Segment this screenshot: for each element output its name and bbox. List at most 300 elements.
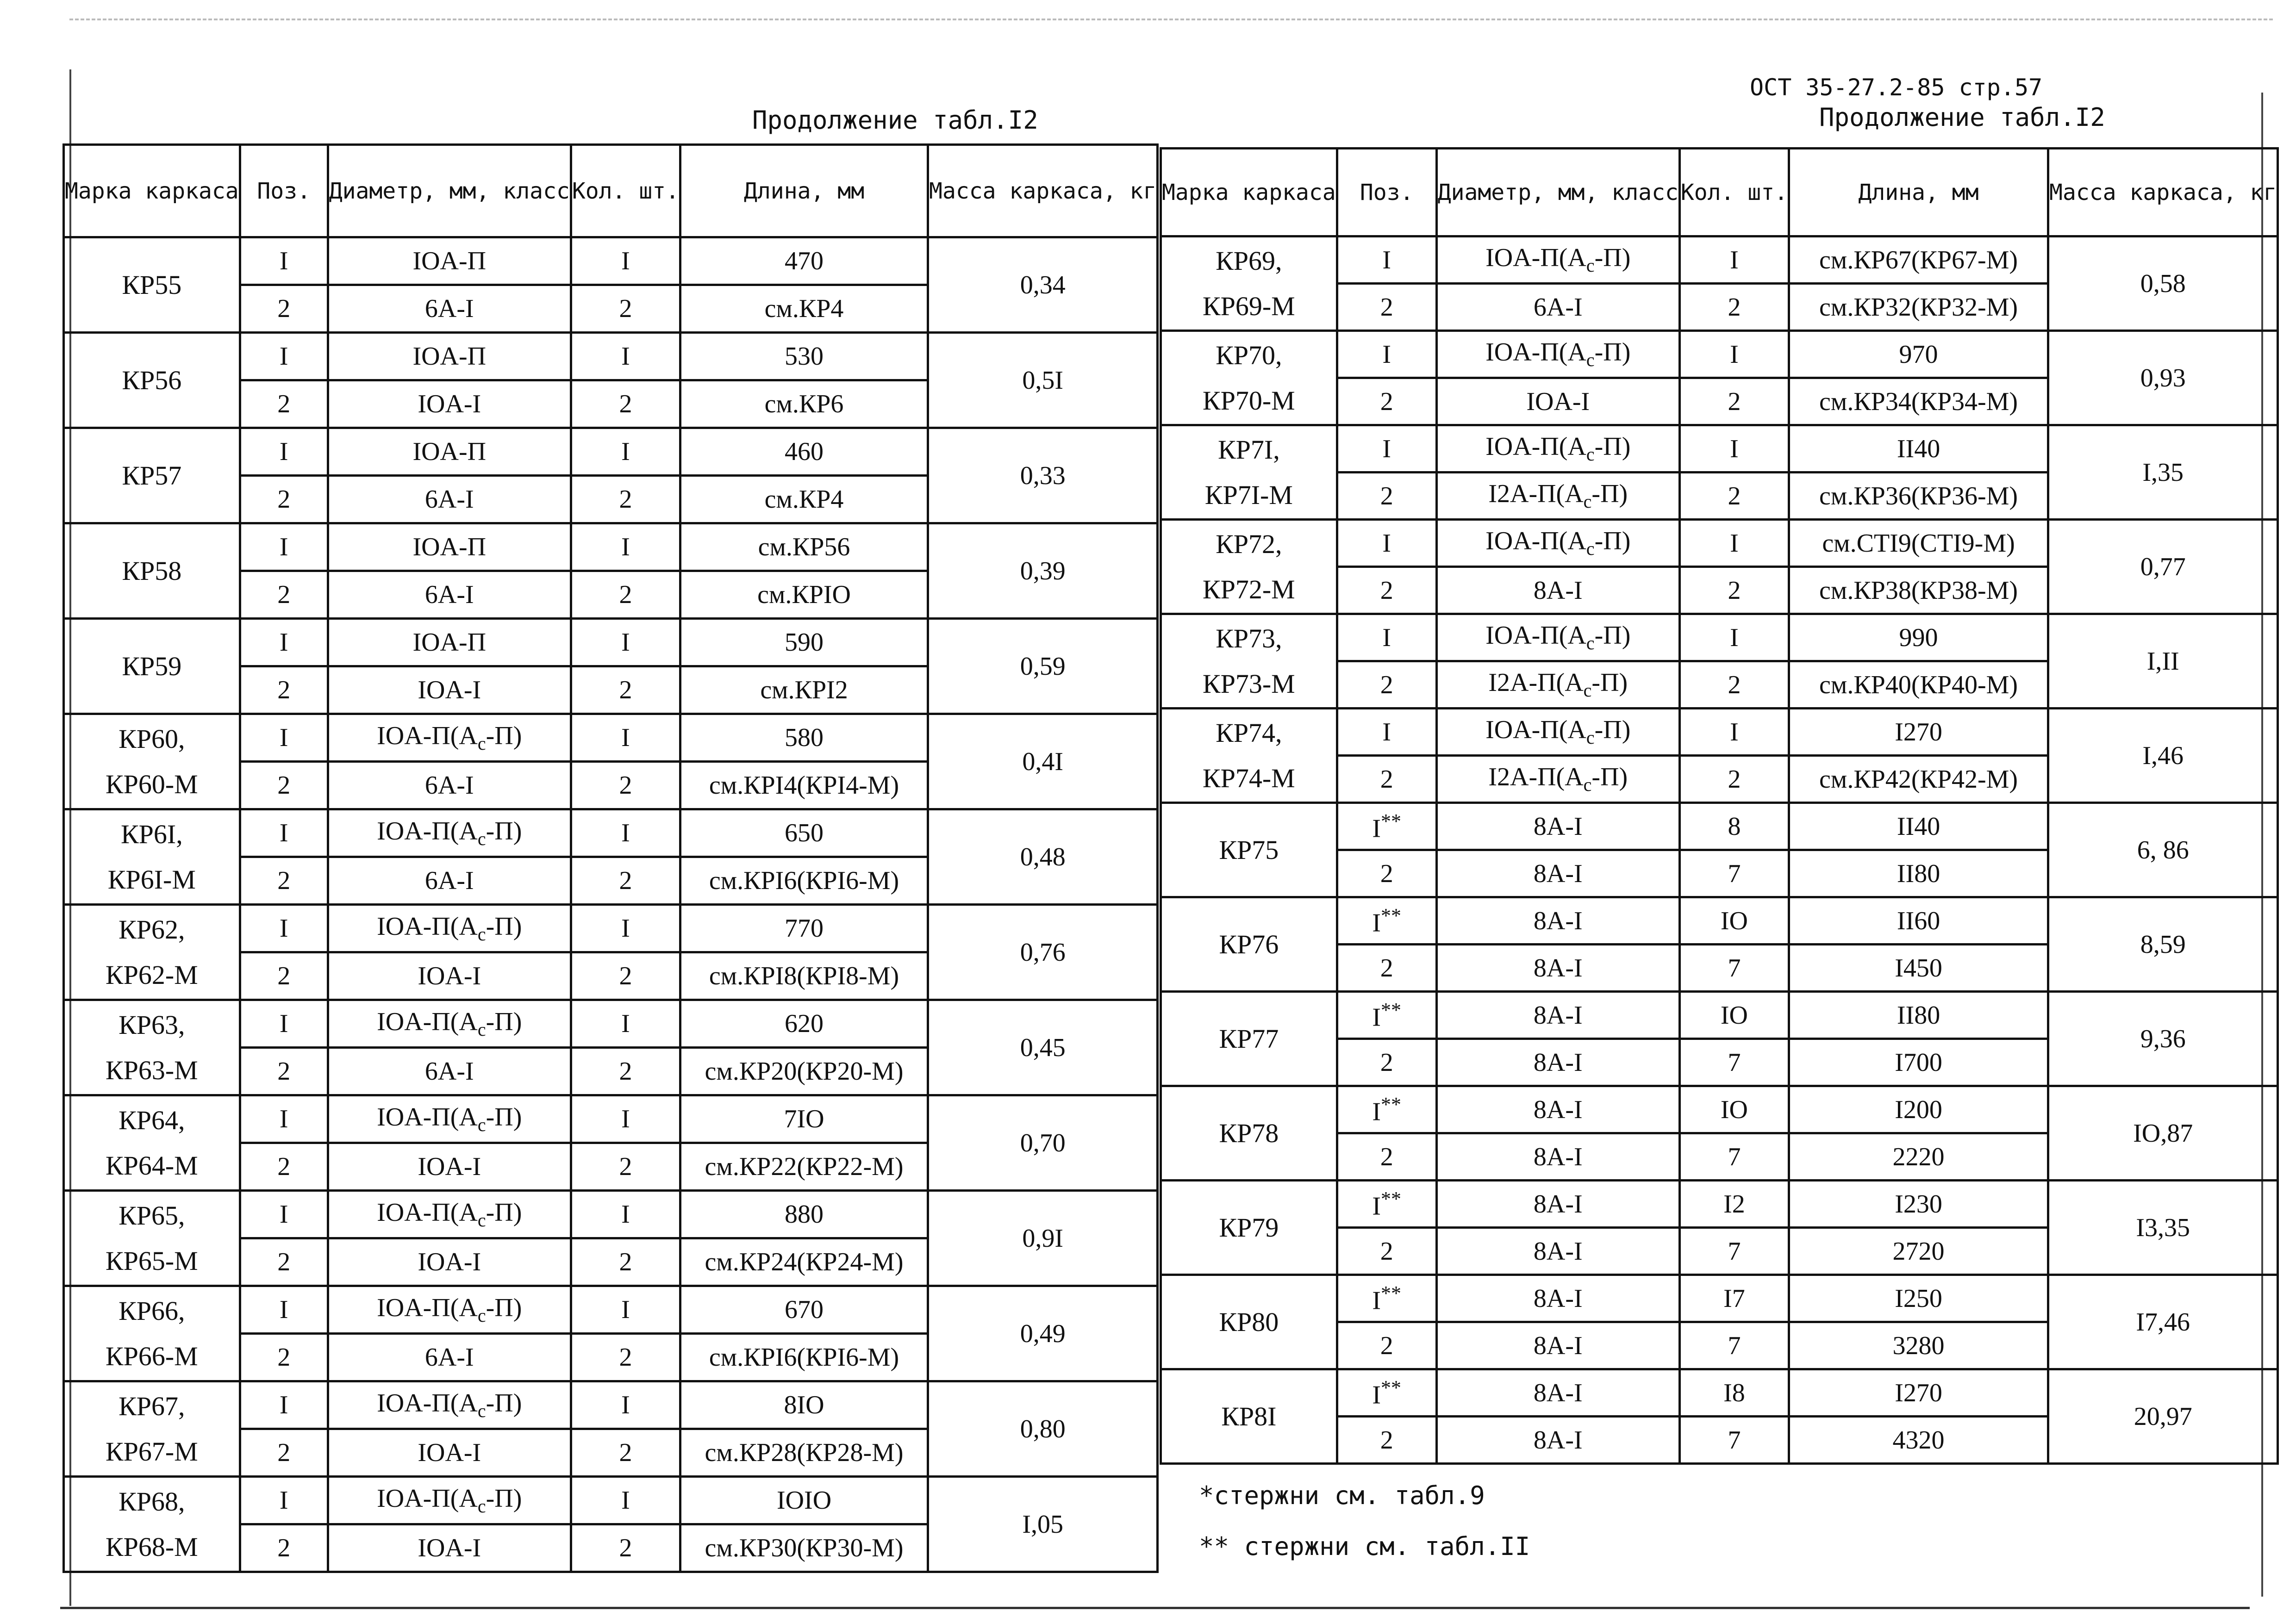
pos-cell: I <box>240 428 328 476</box>
qty-cell: I <box>571 1095 680 1143</box>
mark-cell: КР68, КР68-М <box>64 1477 240 1572</box>
len-cell: 670 <box>680 1286 928 1334</box>
dia-cell: 8A-I <box>1436 992 1679 1039</box>
qty-cell: I <box>571 333 680 380</box>
dia-cell: 8A-I <box>1436 803 1679 850</box>
pos-cell: I <box>240 1381 328 1429</box>
mass-cell: 0,77 <box>2048 520 2278 614</box>
pos-cell: 2 <box>240 1524 328 1572</box>
len-cell: II40 <box>1789 425 2048 473</box>
pos-cell: I <box>240 1095 328 1143</box>
pos-cell: 2 <box>1337 850 1436 897</box>
dia-cell: IOA-$П(A_с-П)$ <box>1436 614 1679 661</box>
table-row <box>64 428 1158 476</box>
dia-cell: 8A-I <box>1436 1133 1679 1181</box>
qty-cell: 2 <box>571 1334 680 1381</box>
mark-cell: КР78 <box>1161 1086 1337 1181</box>
table-row <box>64 1191 1158 1238</box>
qty-cell: 2 <box>571 1048 680 1095</box>
qty-cell: 2 <box>571 476 680 523</box>
dia-cell: 8A-I <box>1436 1181 1679 1228</box>
dia-cell: IOA-I <box>328 952 571 1000</box>
footnote-1: *стержни см. табл.9 <box>1199 1481 1485 1510</box>
dia-cell: 8A-I <box>1436 1086 1679 1133</box>
qty-cell: 2 <box>571 952 680 1000</box>
table-row <box>64 809 1158 857</box>
pos-cell: I <box>240 523 328 571</box>
pos-cell: I <box>240 1191 328 1238</box>
len-cell: 3280 <box>1789 1322 2048 1369</box>
pos-cell: 2 <box>1337 284 1436 331</box>
len-cell: см.КР4 <box>680 476 928 523</box>
qty-cell: 7 <box>1679 1417 1789 1464</box>
mark-cell: КР69, КР69-М <box>1161 236 1337 331</box>
table-row <box>64 523 1158 571</box>
table-row <box>1161 1369 2278 1417</box>
qty-cell: 7 <box>1679 1322 1789 1369</box>
dia-cell: IOA-$П(A_с-П)$ <box>1436 425 1679 473</box>
qty-cell: 2 <box>571 666 680 714</box>
mark-cell: КР70, КР70-М <box>1161 331 1337 425</box>
pos-cell: 2 <box>240 1048 328 1095</box>
qty-cell: I <box>1679 331 1789 378</box>
dia-cell: IOA-П <box>328 428 571 476</box>
pos-cell: 2 <box>240 1143 328 1191</box>
pos-cell: I <box>240 714 328 762</box>
qty-cell: 7 <box>1679 1039 1789 1086</box>
pos-cell: I** <box>1337 992 1436 1039</box>
dia-cell: IOA-I <box>1436 378 1679 425</box>
len-cell: I700 <box>1789 1039 2048 1086</box>
dia-cell: 8A-I <box>1436 567 1679 614</box>
mark-cell: КР76 <box>1161 897 1337 992</box>
table-row <box>1161 992 2278 1039</box>
mass-cell: 0,33 <box>928 428 1158 523</box>
mass-cell: 0,45 <box>928 1000 1158 1095</box>
len-cell: 880 <box>680 1191 928 1238</box>
len-cell: I250 <box>1789 1275 2048 1322</box>
mass-cell: 0,39 <box>928 523 1158 619</box>
table-row <box>1161 425 2278 473</box>
col-mark-header: Марка каркаса <box>1161 149 1337 236</box>
len-cell: см.КР32(КР32-М) <box>1789 284 2048 331</box>
len-cell: см.КРI6(КРI6-М) <box>680 857 928 905</box>
dia-cell: 6A-I <box>328 1048 571 1095</box>
len-cell: 530 <box>680 333 928 380</box>
left-table-caption: Продолжение табл.I2 <box>752 106 1038 135</box>
len-cell: см.КРI4(КРI4-М) <box>680 762 928 809</box>
len-cell: 2720 <box>1789 1228 2048 1275</box>
table-row <box>1161 1275 2278 1322</box>
pos-cell: I <box>1337 520 1436 567</box>
pos-cell: I** <box>1337 803 1436 850</box>
pos-cell: I <box>240 809 328 857</box>
table-row <box>64 1381 1158 1429</box>
qty-cell: IO <box>1679 897 1789 945</box>
len-cell: 970 <box>1789 331 2048 378</box>
col-pos-header: Поз. <box>1337 149 1436 236</box>
pos-cell: I** <box>1337 1369 1436 1417</box>
dia-cell: IOA-П <box>328 523 571 571</box>
len-cell: см.КРI2 <box>680 666 928 714</box>
pos-cell: 2 <box>1337 756 1436 803</box>
dia-cell: IOA-I <box>328 1429 571 1477</box>
len-cell: I200 <box>1789 1086 2048 1133</box>
mass-cell: I,II <box>2048 614 2278 709</box>
pos-cell: I <box>240 1286 328 1334</box>
pos-cell: I <box>240 905 328 952</box>
qty-cell: I <box>1679 709 1789 756</box>
dia-cell: IOA-$П(A_с-П)$ <box>1436 236 1679 284</box>
col-length-header: Длина, мм <box>680 145 928 237</box>
pos-cell: 2 <box>1337 567 1436 614</box>
len-cell: см.КР56 <box>680 523 928 571</box>
len-cell: см.КРI8(КРI8-М) <box>680 952 928 1000</box>
pos-cell: I <box>240 619 328 666</box>
mass-cell: I7,46 <box>2048 1275 2278 1369</box>
dia-cell: $I2A-П(A_с-П)$ <box>1436 661 1679 709</box>
col-qty-header: Кол. шт. <box>571 145 680 237</box>
pos-cell: 2 <box>1337 1322 1436 1369</box>
mark-cell: КР66, КР66-М <box>64 1286 240 1381</box>
page-border-bottom <box>60 1607 2250 1609</box>
dia-cell: 8A-I <box>1436 945 1679 992</box>
dia-cell: IOA-$П(A_с-П)$ <box>328 1477 571 1524</box>
dia-cell: 6A-I <box>328 857 571 905</box>
len-cell: см.КР28(КР28-М) <box>680 1429 928 1477</box>
dia-cell: 6A-I <box>328 285 571 333</box>
col-diameter-header: Диаметр, мм, класс <box>1436 149 1679 236</box>
col-mark-header: Марка каркаса <box>64 145 240 237</box>
len-cell: 580 <box>680 714 928 762</box>
dia-cell: 6A-I <box>328 1334 571 1381</box>
dia-cell: 8A-I <box>1436 1039 1679 1086</box>
dia-cell: IOA-$П(A_с-П)$ <box>328 809 571 857</box>
pos-cell: I** <box>1337 1086 1436 1133</box>
qty-cell: 2 <box>1679 284 1789 331</box>
qty-cell: 7 <box>1679 945 1789 992</box>
qty-cell: I <box>1679 425 1789 473</box>
pos-cell: I <box>1337 331 1436 378</box>
qty-cell: I <box>1679 236 1789 284</box>
dia-cell: 8A-I <box>1436 897 1679 945</box>
col-pos-header: Поз. <box>240 145 328 237</box>
len-cell: 770 <box>680 905 928 952</box>
len-cell: IOIO <box>680 1477 928 1524</box>
table-row <box>1161 1086 2278 1133</box>
mass-cell: 0,5I <box>928 333 1158 428</box>
mark-cell: КР75 <box>1161 803 1337 897</box>
qty-cell: 2 <box>571 1238 680 1286</box>
len-cell: см.КР42(КР42-М) <box>1789 756 2048 803</box>
len-cell: 470 <box>680 237 928 285</box>
table-header-row <box>1161 149 2278 236</box>
mark-cell: КР7I, КР7I-М <box>1161 425 1337 520</box>
mass-cell: 6, 86 <box>2048 803 2278 897</box>
qty-cell: 7 <box>1679 850 1789 897</box>
pos-cell: I** <box>1337 897 1436 945</box>
dia-cell: IOA-$П(A_с-П)$ <box>328 905 571 952</box>
qty-cell: I <box>571 1286 680 1334</box>
pos-cell: 2 <box>240 952 328 1000</box>
qty-cell: 2 <box>571 1143 680 1191</box>
dia-cell: $I2A-П(A_с-П)$ <box>1436 473 1679 520</box>
table-row <box>1161 614 2278 661</box>
dia-cell: 6A-I <box>328 571 571 619</box>
qty-cell: I <box>571 714 680 762</box>
len-cell: I270 <box>1789 1369 2048 1417</box>
mass-cell: 0,49 <box>928 1286 1158 1381</box>
qty-cell: 7 <box>1679 1133 1789 1181</box>
len-cell: II60 <box>1789 897 2048 945</box>
table-row <box>1161 236 2278 284</box>
len-cell: см.КР6 <box>680 380 928 428</box>
pos-cell: 2 <box>240 476 328 523</box>
pos-cell: 2 <box>240 285 328 333</box>
qty-cell: I <box>1679 614 1789 661</box>
pos-cell: 2 <box>1337 661 1436 709</box>
table-row <box>1161 803 2278 850</box>
len-cell: см.КР4 <box>680 285 928 333</box>
pos-cell: I** <box>1337 1275 1436 1322</box>
table-row <box>1161 709 2278 756</box>
qty-cell: 2 <box>1679 378 1789 425</box>
qty-cell: I2 <box>1679 1181 1789 1228</box>
len-cell: см.КР30(КР30-М) <box>680 1524 928 1572</box>
table-row <box>64 714 1158 762</box>
len-cell: 990 <box>1789 614 2048 661</box>
len-cell: см.КР67(КР67-М) <box>1789 236 2048 284</box>
len-cell: см.КР38(КР38-М) <box>1789 567 2048 614</box>
qty-cell: I <box>571 1477 680 1524</box>
dia-cell: IOA-I <box>328 380 571 428</box>
qty-cell: IO <box>1679 992 1789 1039</box>
dia-cell: IOA-I <box>328 666 571 714</box>
len-cell: 590 <box>680 619 928 666</box>
len-cell: 650 <box>680 809 928 857</box>
right-table <box>1160 147 2279 1465</box>
pos-cell: 2 <box>240 857 328 905</box>
len-cell: II80 <box>1789 992 2048 1039</box>
qty-cell: I <box>1679 520 1789 567</box>
dia-cell: IOA-I <box>328 1524 571 1572</box>
dia-cell: 8A-I <box>1436 850 1679 897</box>
mark-cell: КР65, КР65-М <box>64 1191 240 1286</box>
mark-cell: КР79 <box>1161 1181 1337 1275</box>
pos-cell: 2 <box>240 1238 328 1286</box>
len-cell: см.КР24(КР24-М) <box>680 1238 928 1286</box>
pos-cell: 2 <box>240 380 328 428</box>
mark-cell: КР58 <box>64 523 240 619</box>
mark-cell: КР72, КР72-М <box>1161 520 1337 614</box>
len-cell: см.КР20(КР20-М) <box>680 1048 928 1095</box>
qty-cell: 7 <box>1679 1228 1789 1275</box>
len-cell: 4320 <box>1789 1417 2048 1464</box>
mark-cell: КР62, КР62-М <box>64 905 240 1000</box>
table-row <box>64 1095 1158 1143</box>
pos-cell: I <box>1337 236 1436 284</box>
qty-cell: 8 <box>1679 803 1789 850</box>
qty-cell: 2 <box>571 1524 680 1572</box>
col-qty-header: Кол. шт. <box>1679 149 1789 236</box>
footnote-2: ** стержни см. табл.II <box>1199 1532 1530 1561</box>
dia-cell: 8A-I <box>1436 1369 1679 1417</box>
table-row <box>64 1286 1158 1334</box>
dia-cell: $I2A-П(A_с-П)$ <box>1436 756 1679 803</box>
document-code: ОСТ 35-27.2-85 стр.57 <box>1750 74 2043 101</box>
right-table-caption: Продолжение табл.I2 <box>1819 103 2105 132</box>
mass-cell: 0,48 <box>928 809 1158 905</box>
pos-cell: I <box>240 237 328 285</box>
len-cell: см.КР22(КР22-М) <box>680 1143 928 1191</box>
pos-cell: 2 <box>1337 945 1436 992</box>
len-cell: I450 <box>1789 945 2048 992</box>
dia-cell: 8A-I <box>1436 1417 1679 1464</box>
mass-cell: I,05 <box>928 1477 1158 1572</box>
pos-cell: I** <box>1337 1181 1436 1228</box>
mass-cell: 20,97 <box>2048 1369 2278 1464</box>
len-cell: 8IO <box>680 1381 928 1429</box>
table-row <box>64 237 1158 285</box>
mark-cell: КР8I <box>1161 1369 1337 1464</box>
mark-cell: КР63, КР63-М <box>64 1000 240 1095</box>
dia-cell: 8A-I <box>1436 1228 1679 1275</box>
len-cell: II40 <box>1789 803 2048 850</box>
dia-cell: IOA-$П(A_с-П)$ <box>328 1095 571 1143</box>
qty-cell: 2 <box>1679 756 1789 803</box>
dia-cell: IOA-$П(A_с-П)$ <box>328 1000 571 1048</box>
len-cell: см.СТI9(СТI9-М) <box>1789 520 2048 567</box>
mark-cell: КР73, КР73-М <box>1161 614 1337 709</box>
page-border-top <box>69 19 2273 20</box>
mark-cell: КР60, КР60-М <box>64 714 240 809</box>
pos-cell: I <box>240 333 328 380</box>
qty-cell: 2 <box>571 1429 680 1477</box>
table-row <box>1161 331 2278 378</box>
table-row <box>64 905 1158 952</box>
qty-cell: 2 <box>571 571 680 619</box>
dia-cell: IOA-П <box>328 619 571 666</box>
dia-cell: 8A-I <box>1436 1275 1679 1322</box>
len-cell: см.КР36(КР36-М) <box>1789 473 2048 520</box>
mass-cell: I,35 <box>2048 425 2278 520</box>
mass-cell: 0,58 <box>2048 236 2278 331</box>
qty-cell: I <box>571 809 680 857</box>
qty-cell: 2 <box>571 762 680 809</box>
dia-cell: IOA-$П(A_с-П)$ <box>328 714 571 762</box>
pos-cell: I <box>240 1477 328 1524</box>
pos-cell: 2 <box>1337 378 1436 425</box>
qty-cell: I7 <box>1679 1275 1789 1322</box>
qty-cell: 2 <box>571 857 680 905</box>
mark-cell: КР67, КР67-М <box>64 1381 240 1477</box>
len-cell: 620 <box>680 1000 928 1048</box>
pos-cell: I <box>1337 425 1436 473</box>
table-row <box>1161 1181 2278 1228</box>
mass-cell: I3,35 <box>2048 1181 2278 1275</box>
dia-cell: IOA-I <box>328 1238 571 1286</box>
mark-cell: КР59 <box>64 619 240 714</box>
table-row <box>64 1477 1158 1524</box>
dia-cell: IOA-$П(A_с-П)$ <box>328 1191 571 1238</box>
table-row <box>1161 897 2278 945</box>
pos-cell: 2 <box>1337 1417 1436 1464</box>
dia-cell: IOA-$П(A_с-П)$ <box>1436 331 1679 378</box>
mass-cell: 0,4I <box>928 714 1158 809</box>
mass-cell: 0,93 <box>2048 331 2278 425</box>
mass-cell: 0,70 <box>928 1095 1158 1191</box>
len-cell: см.КР34(КР34-М) <box>1789 378 2048 425</box>
len-cell: 2220 <box>1789 1133 2048 1181</box>
pos-cell: 2 <box>1337 1039 1436 1086</box>
qty-cell: I <box>571 905 680 952</box>
table-row <box>64 619 1158 666</box>
qty-cell: I <box>571 523 680 571</box>
col-mass-header: Масса каркаса, кг <box>928 145 1158 237</box>
left-table <box>62 143 1159 1573</box>
mass-cell: 0,59 <box>928 619 1158 714</box>
len-cell: I230 <box>1789 1181 2048 1228</box>
mass-cell: 9,36 <box>2048 992 2278 1086</box>
pos-cell: 2 <box>240 762 328 809</box>
col-mass-header: Масса каркаса, кг <box>2048 149 2278 236</box>
mass-cell: IO,87 <box>2048 1086 2278 1181</box>
mark-cell: КР55 <box>64 237 240 333</box>
len-cell: 460 <box>680 428 928 476</box>
pos-cell: 2 <box>240 571 328 619</box>
qty-cell: I <box>571 619 680 666</box>
mark-cell: КР56 <box>64 333 240 428</box>
qty-cell: 2 <box>571 285 680 333</box>
qty-cell: 2 <box>1679 567 1789 614</box>
len-cell: II80 <box>1789 850 2048 897</box>
dia-cell: 6A-I <box>328 762 571 809</box>
dia-cell: 6A-I <box>1436 284 1679 331</box>
table-header-row <box>64 145 1158 237</box>
mark-cell: КР6I, КР6I-М <box>64 809 240 905</box>
qty-cell: IO <box>1679 1086 1789 1133</box>
pos-cell: 2 <box>1337 473 1436 520</box>
qty-cell: 2 <box>1679 661 1789 709</box>
col-diameter-header: Диаметр, мм, класс <box>328 145 571 237</box>
len-cell: 7IO <box>680 1095 928 1143</box>
pos-cell: I <box>1337 614 1436 661</box>
table-row <box>64 1000 1158 1048</box>
qty-cell: I <box>571 428 680 476</box>
mark-cell: КР64, КР64-М <box>64 1095 240 1191</box>
mass-cell: 8,59 <box>2048 897 2278 992</box>
col-length-header: Длина, мм <box>1789 149 2048 236</box>
pos-cell: 2 <box>1337 1228 1436 1275</box>
qty-cell: 2 <box>1679 473 1789 520</box>
mass-cell: 0,76 <box>928 905 1158 1000</box>
len-cell: см.КРIO <box>680 571 928 619</box>
dia-cell: 8A-I <box>1436 1322 1679 1369</box>
dia-cell: IOA-$П(A_с-П)$ <box>328 1381 571 1429</box>
pos-cell: 2 <box>1337 1133 1436 1181</box>
qty-cell: I <box>571 237 680 285</box>
pos-cell: 2 <box>240 666 328 714</box>
pos-cell: I <box>1337 709 1436 756</box>
qty-cell: I <box>571 1381 680 1429</box>
dia-cell: IOA-$П(A_с-П)$ <box>1436 520 1679 567</box>
mark-cell: КР77 <box>1161 992 1337 1086</box>
dia-cell: 6A-I <box>328 476 571 523</box>
qty-cell: I <box>571 1000 680 1048</box>
len-cell: см.КР40(КР40-М) <box>1789 661 2048 709</box>
len-cell: I270 <box>1789 709 2048 756</box>
dia-cell: IOA-$П(A_с-П)$ <box>1436 709 1679 756</box>
